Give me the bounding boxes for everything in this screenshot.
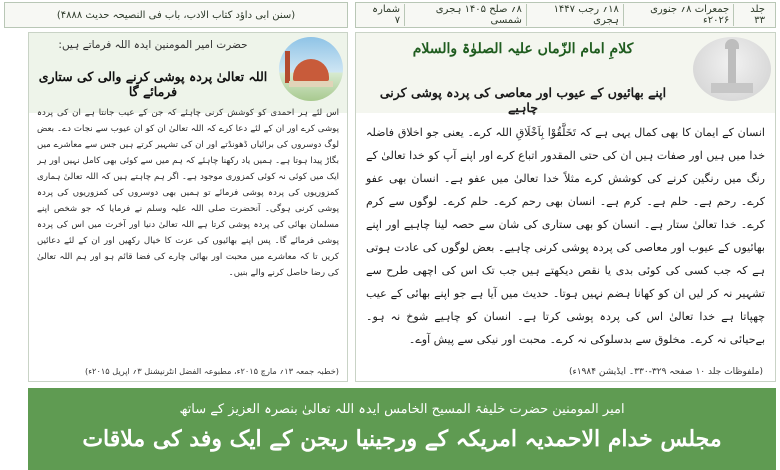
headline-banner [28,388,776,470]
column-attribution: حضرت امیر المومنین ایدہ اللہ فرماتے ہیں: [58,39,248,51]
column-body: اس لئے ہر احمدی کو کوشش کرنی چاہئے کہ جن کے عیب جانتا ہے ان کی پردہ پوشی کرے اور ان کے لئے دعا کرے کہ اللہ تعالیٰ ان کو ان عیوب سے نجات دے۔ بعض لوگ دوسروں کی برائیاں ڈھونڈتے اور ان کی تشہیر کرتے ہیں جس سے معاشرے میں بگاڑ پیدا ہوتا ہے۔ ہمیں یاد رکھنا چاہئے کہ ہم میں سے کوئی بھی کامل نہیں اور ہر ایک میں کوئی نہ کوئی کمزوری موجود ہے۔ اگر ہم چاہتے ہیں کہ اللہ تعالیٰ ہماری کمزوریوں کی پردہ پوشی فرمائے تو ہمیں بھی دوسروں کی کمزوریوں کی پردہ پوشی کرنی ہوگی۔ آنحضرت صلی اللہ علیہ وسلم نے فرمایا کہ جو شخص اپنے مسلمان بھائی کی پردہ پوشی کرتا ہے اللہ تعالیٰ دنیا اور آخرت میں اس کی پردہ پوشی فرمائے گا۔ پس اپنے بھائیوں کی عزت کا خیال رکھیں اور ان کے لئے دعائیں کریں تا کہ معاشرے میں محبت اور بھائی چارے کی فضا قائم ہو اور ہم اللہ تعالیٰ کی رضا حاصل کرنے والے بنیں۔ [37,108,339,278]
column-subtitle: اپنے بھائیوں کے عیوب اور معاصی کی پردہ پوشی کرنی چاہیے [379,85,667,115]
hijri-date: ۱۸؍ رجب ۱۴۴۷ ہجری [526,4,623,26]
column-title: کلامِ امام الزّماں علیہ الصلوٰۃ والسلام [412,41,634,57]
issue-number: شمارہ ۷ [372,4,401,26]
volume-number: جلد ۳۳ [733,4,769,26]
column-reference: (خطبہ جمعہ ۱۳؍ مارچ ۲۰۱۵ء، مطبوعہ الفضل انٹرنیشنل ۳؍ اپریل ۲۰۱۵ء) [85,366,339,376]
khalifa-column [28,32,348,382]
minaret-image [693,37,771,101]
column-body: انسان کے ایمان کا بھی کمال یہی ہے کہ تَخَلَّقُوْا بِاَخْلَاقِ اللہ کرے۔ یعنی جو اخلاق فاضلہ خدا میں ہیں اور صفات ہیں ان کی حتی المقدور اتباع کرے اور اپنے آپ کو خدا تعالیٰ کے رنگ میں رنگین کرنے کی کوشش کرے مثلاً خدا تعالیٰ میں عفو ہے۔ انسان بھی عفو کرے۔ رحم ہے۔ حلم ہے۔ کرم ہے۔ انسان بھی رحم کرے۔ حلم کرے۔ لوگوں سے کرم کرے۔ خدا تعالیٰ ستار ہے۔ انسان کو بھی ستاری کی شان سے حصہ لینا چاہیے اور اپنے بھائیوں کے عیوب اور معاصی کی پردہ پوشی کرنی چاہیے۔ بعض لوگوں کی عادت ہوتی ہے کہ جب کسی کی کوئی بدی یا نقص دیکھتے ہیں جب تک اس کی اچھی طرح سے تشہیر نہ کر لیں ان کو کھانا ہضم نہیں ہوتا۔ حدیث میں آیا ہے جو اپنے بھائی کے عیب چھپاتا ہے خدا تعالیٰ اس کی پردہ پوشی کرتا ہے۔ انسان کو چاہیے شوخ نہ ہو۔ بےحیائی نہ کرے۔ مخلوق سے بدسلوکی نہ کرے۔ محبت اور نیکی سے پیش آوے۔ [366,126,765,346]
banner-subheading: امیر المومنین حضرت خلیفۃ المسیح الخامس ایدہ اللہ تعالیٰ بنصرہ العزیز کے ساتھ [179,402,625,417]
column-reference: (ملفوظات جلد ۱۰ صفحہ ۳۲۹-۳۳۰۔ ایڈیشن ۱۹۸۴ء) [568,367,763,377]
shamsi-date: ۸؍ صلح ۱۴۰۵ ہجری شمسی [404,4,526,26]
gregorian-date: جمعرات ۸؍ جنوری ۲۰۲۶ء [623,4,733,26]
banner-headline: مجلس خدام الاحمدیہ امریکہ کے ورجینیا ریجن کے ایک وفد کی ملاقات [82,426,722,452]
dateline-bar [355,2,776,28]
kalam-imam-column [355,32,776,382]
mosque-dome-image [279,37,343,101]
column-title: اللہ تعالیٰ پردہ پوشی کرنے والی کی ستاری فرمائے گا [38,69,268,99]
hadith-reference: (سنن ابی داؤد کتاب الادب، باب فی النصیحہ حدیث ۴۸۸۸) [56,9,296,21]
hadith-reference-bar [4,2,348,28]
